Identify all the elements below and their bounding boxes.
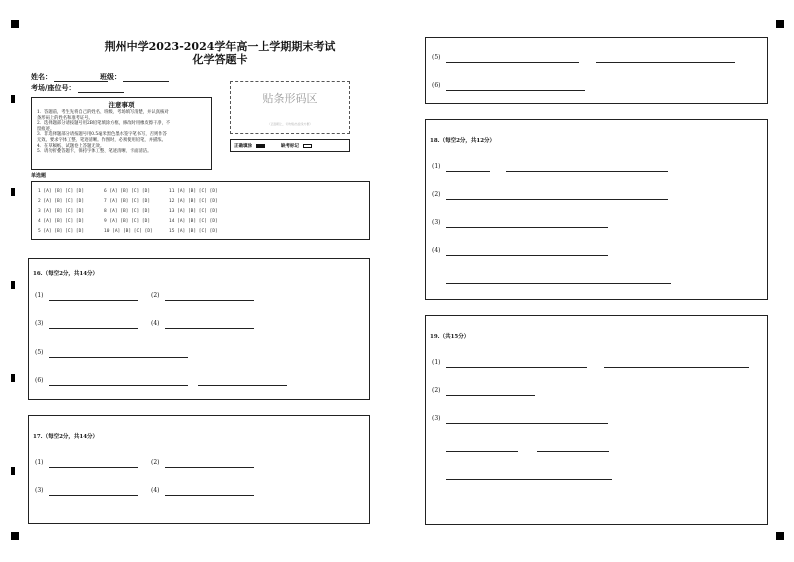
q17-cont-box <box>425 37 768 104</box>
q16-answer-2[interactable] <box>165 300 254 301</box>
q16-num-3: (3) <box>35 320 44 327</box>
q19-answer-3b[interactable] <box>446 451 518 452</box>
q18-answer-4a[interactable] <box>446 255 608 256</box>
q19-answer-1b[interactable] <box>604 367 749 368</box>
q17-answer-1[interactable] <box>49 467 138 468</box>
q16-num-6: (6) <box>35 377 44 384</box>
notice-box <box>31 97 212 170</box>
q16-num-1: (1) <box>35 292 44 299</box>
q17-answer-5a[interactable] <box>446 62 579 63</box>
exam-title: 荆州中学2023-2024学年高一上学期期末考试 <box>104 40 336 53</box>
q17-answer-6[interactable] <box>446 90 585 91</box>
mcq-column[interactable]: 6 [A] [B] [C] [D] 7 [A] [B] [C] [D] 8 [A] [B] [C] [D] 9 [A] [B] [C] [D] 10 [A] [B] [C] [D] <box>104 189 153 234</box>
q16-heading: 16.（每空2分，共14分） <box>33 271 99 277</box>
correct-fill-label: 正确填涂 <box>234 143 252 149</box>
notice-item: 条形码上的姓名和准考证号。 <box>37 115 93 121</box>
alignment-mark <box>776 20 784 28</box>
q19-num-2: (2) <box>432 387 441 394</box>
notice-item: 1．答题前，考生先将自己的姓名、班级、考场填写清楚，并认真核对 <box>37 110 169 115</box>
q19-heading: 19.（共15分） <box>430 334 470 340</box>
q17-heading: 17.（每空2分，共14分） <box>33 434 99 440</box>
class-field[interactable] <box>100 72 169 82</box>
q19-answer-3d[interactable] <box>446 479 612 480</box>
seat-field[interactable] <box>31 83 124 93</box>
alignment-mark <box>776 532 784 540</box>
mcq-column[interactable]: 11 [A] [B] [C] [D] 12 [A] [B] [C] [D] 13 [A] [B] [C] [D] 14 [A] [B] [C] [D] 15 [A] [B] [C] [D] <box>169 189 218 234</box>
alignment-mark <box>11 188 15 196</box>
q16-num-4: (4) <box>151 320 160 327</box>
q16-num-2: (2) <box>151 292 160 299</box>
alignment-mark <box>11 374 15 382</box>
q16-answer-6a[interactable] <box>49 385 188 386</box>
q17-num-6: (6) <box>432 82 441 89</box>
q18-answer-3[interactable] <box>446 227 608 228</box>
name-field[interactable] <box>31 72 108 82</box>
q17-num-3: (3) <box>35 487 44 494</box>
q18-num-2: (2) <box>432 191 441 198</box>
card-title: 化学答题卡 <box>192 53 248 66</box>
q17-answer-2[interactable] <box>165 467 254 468</box>
seat-line[interactable] <box>78 85 124 93</box>
alignment-mark <box>11 95 15 103</box>
notice-item: 2．选择题部分请按题号用2B铅笔填涂方框，修改时用橡皮擦干净，不 <box>37 121 171 127</box>
q16-answer-3[interactable] <box>49 328 138 329</box>
q17-num-1: (1) <box>35 459 44 466</box>
barcode-area <box>230 81 350 134</box>
mcq-box <box>31 181 370 240</box>
q17-num-5: (5) <box>432 54 441 61</box>
q18-answer-4b[interactable] <box>446 283 671 284</box>
notice-item: 4．在草稿纸、试题卷上答题无效。 <box>37 143 105 149</box>
barcode-note: （正面朝上，切勿贴出虚线方框） <box>267 122 313 126</box>
barcode-title: 贴条形码区 <box>262 92 318 105</box>
q18-num-4: (4) <box>432 247 441 254</box>
alignment-mark <box>11 467 15 475</box>
filled-mark-icon <box>256 144 265 148</box>
alignment-mark <box>11 20 19 28</box>
absent-checkbox[interactable] <box>303 144 312 148</box>
notice-item: 留痕迹。 <box>37 126 55 132</box>
q17-answer-4[interactable] <box>165 495 254 496</box>
q16-box <box>28 258 370 400</box>
q18-num-1: (1) <box>432 163 441 170</box>
q17-answer-5b[interactable] <box>596 62 735 63</box>
q16-answer-6b[interactable] <box>198 385 287 386</box>
mcq-column[interactable]: 1 [A] [B] [C] [D] 2 [A] [B] [C] [D] 3 [A] [B] [C] [D] 4 [A] [B] [C] [D] 5 [A] [B] [C] [D] <box>38 189 85 234</box>
q18-answer-1b[interactable] <box>506 171 668 172</box>
absent-label: 缺考标记 <box>281 143 299 149</box>
q18-heading: 18.（每空2分，共12分） <box>430 138 496 144</box>
seat-label: 考场/座位号： <box>31 83 76 92</box>
class-line[interactable] <box>123 74 169 82</box>
q18-num-3: (3) <box>432 219 441 226</box>
q19-answer-2[interactable] <box>446 395 535 396</box>
q16-num-5: (5) <box>35 349 44 356</box>
q18-box <box>425 119 768 300</box>
notice-item: 5．请勿折叠答题卡，保持字体工整、笔迹清晰、卡面清洁。 <box>37 149 152 155</box>
alignment-mark <box>11 281 15 289</box>
class-label: 班级： <box>100 72 121 81</box>
q16-answer-1[interactable] <box>49 300 138 301</box>
q17-answer-3[interactable] <box>49 495 138 496</box>
q19-answer-3c[interactable] <box>537 451 609 452</box>
q19-num-3: (3) <box>432 415 441 422</box>
notice-title: 注意事项 <box>108 101 135 109</box>
q17-num-4: (4) <box>151 487 160 494</box>
notice-item: 无效。要求字体工整、笔迹清晰。作图时，必须使用铅笔，并描浓。 <box>37 137 166 143</box>
notice-item: 3．非选择题部分请按题号用0.5毫米黑色墨水签字笔书写，否则作答 <box>37 132 167 138</box>
q17-box <box>28 415 370 524</box>
q19-answer-3a[interactable] <box>446 423 608 424</box>
q16-answer-5[interactable] <box>49 357 188 358</box>
q19-num-1: (1) <box>432 359 441 366</box>
q18-answer-1a[interactable] <box>446 171 490 172</box>
q16-answer-4[interactable] <box>165 328 254 329</box>
q19-box <box>425 315 768 525</box>
alignment-mark <box>11 532 19 540</box>
q17-num-2: (2) <box>151 459 160 466</box>
mcq-label: 单选题 <box>31 173 47 179</box>
q18-answer-2[interactable] <box>446 199 668 200</box>
name-label: 姓名： <box>31 72 52 81</box>
q19-answer-1a[interactable] <box>446 367 587 368</box>
fill-sample <box>230 139 350 152</box>
